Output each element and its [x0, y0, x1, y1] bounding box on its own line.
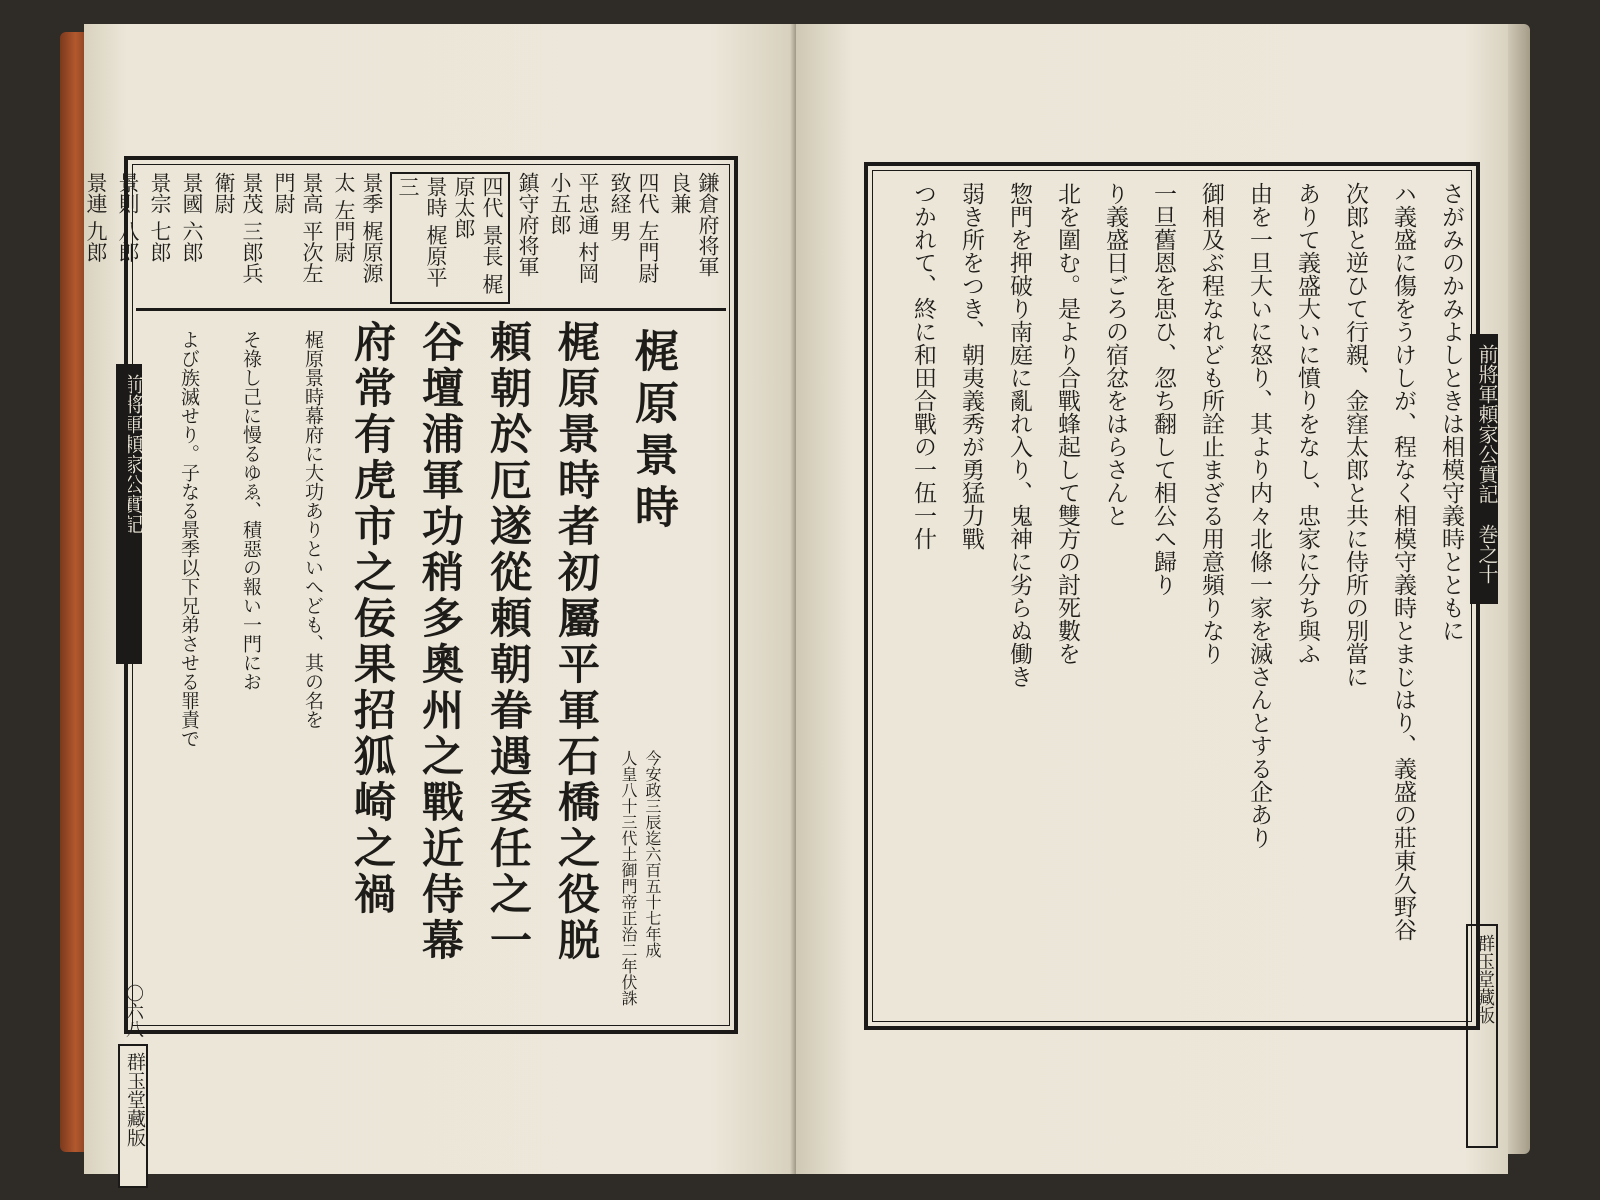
genealogy-header: [84, 168, 726, 311]
commentary-column: よび族滅せり。子なる景季以下兄弟させる罪責で: [178, 330, 200, 748]
text-column: り義盛日ごろの宿忿をはらさんと: [1102, 182, 1128, 527]
genealogy-entry: 鎌倉府将軍 良兼: [668, 172, 720, 277]
page-number: 〇六八: [123, 984, 144, 1038]
left-side-tab-text: 前將軍頼家公實記: [120, 374, 144, 534]
text-column: 一旦舊恩を思ひ、忽ち翻して相公へ歸り: [1150, 182, 1176, 596]
body-column: 梶原景時者初屬平軍石橋之役脱: [552, 320, 601, 964]
text-column: ハ義盛に傷をうけしが、程なく相模守義時とまじはり、義盛の莊東久野谷: [1390, 182, 1416, 941]
text-column: 惣門を押破り南庭に亂れ入り、鬼神に劣らぬ働き: [1006, 182, 1032, 688]
body-column: 谷壇浦軍功稍多奧州之戰近侍幕: [416, 320, 465, 964]
publisher-mark: [118, 1044, 148, 1188]
genealogy-entry: 景茂 三郎兵衛尉: [212, 172, 264, 284]
text-column: 由を一旦大いに怒り、其より内々北條一家を滅さんとする企あり: [1246, 182, 1272, 849]
right-bottom-tab-text: 群玉堂藏版: [1474, 934, 1495, 1024]
genealogy-box: [390, 172, 510, 304]
text-column: 弱き所をつき、朝夷義秀が勇猛力戰: [958, 182, 984, 550]
genealogy-entry: 景連 九郎: [84, 172, 108, 263]
text-column: 御相及ぶ程なれども所詮止まざる用意頻りなり: [1198, 182, 1224, 665]
date-note: 今安政三辰迄六百五十七年成: [643, 750, 662, 958]
publisher-text: 群玉堂藏版: [124, 1052, 146, 1147]
right-side-tab: [1470, 334, 1498, 604]
right-side-tab-text: 前將軍頼家公實記 巻之十: [1475, 344, 1499, 584]
text-column: つかれて、終に和田合戰の一伍一什: [910, 182, 936, 550]
genealogy-entry: 景國 六郎: [180, 172, 204, 263]
genealogy-entry: 四代 左門尉致経 男: [608, 172, 660, 284]
text-column: 次郎と逆ひて行親、金窪太郎と共に侍所の別當に: [1342, 182, 1368, 688]
genealogy-entry: 景季 梶原源太 左門尉: [332, 172, 384, 284]
body-column: 府常有虎市之佞果招狐崎之禍: [348, 320, 397, 918]
book-cover-edge-right: [1508, 24, 1530, 1154]
text-column: さがみのかみよしときは相模守義時とともに: [1438, 182, 1464, 642]
commentary-column: 梶原景時幕府に大功ありといへども、其の名を: [302, 330, 324, 729]
body-column: 頼朝於厄遂從頼朝眷遇委任之一: [484, 320, 533, 964]
left-page: [84, 24, 796, 1174]
genealogy-entry: 景高 平次左門尉: [272, 172, 324, 284]
genealogy-entry: 景則 八郎: [116, 172, 140, 263]
genealogy-entry: 鎮守府将軍: [516, 172, 540, 277]
text-column: 北を圍む。是より合戰蜂起して雙方の討死數を: [1054, 182, 1080, 665]
right-text-frame: [864, 162, 1480, 1030]
right-bottom-tab: [1466, 924, 1498, 1148]
open-book: [60, 14, 1530, 1184]
genealogy-entry: 四代 景長 梶原太郎: [452, 176, 504, 295]
genealogy-entry: 景宗 七郎: [148, 172, 172, 263]
left-text-frame: [84, 156, 738, 1034]
genealogy-entry: 平忠通 村岡小五郎: [548, 172, 600, 284]
commentary-column: そ祿し己に慢るゆゑ、積惡の報い一門にお: [240, 330, 262, 691]
genealogy-entry: 景時 梶原平三: [396, 176, 448, 288]
right-page: [796, 24, 1508, 1174]
biography-title: 梶原景時: [627, 328, 678, 536]
date-note: 人皇八十三代土御門帝正治二年伏誅: [619, 750, 638, 1006]
text-column: ありて義盛大いに憤りをなし、忠家に分ち與ふ: [1294, 182, 1320, 665]
